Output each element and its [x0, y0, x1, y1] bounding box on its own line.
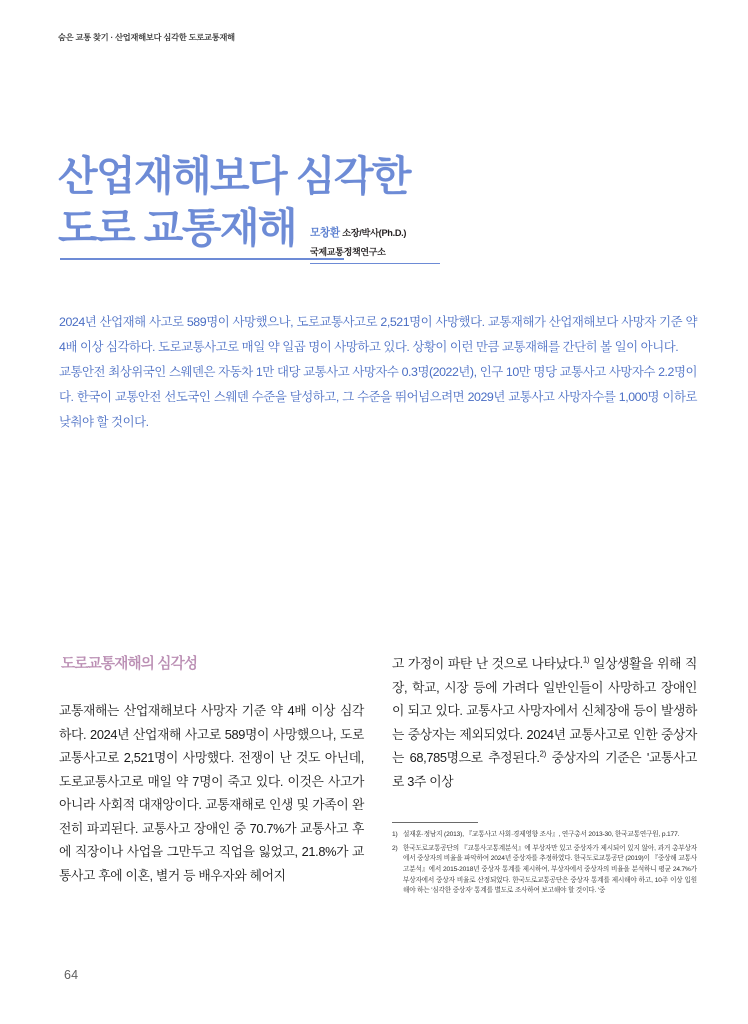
body-right-segment-1: 고 가정이 파탄 난 것으로 나타났다. [392, 656, 583, 671]
author-organization: 국제교통정책연구소 [310, 246, 386, 257]
byline-name-line [310, 226, 450, 242]
author-name: 모창환 [310, 227, 340, 239]
page-number: 64 [64, 968, 79, 982]
byline [310, 226, 450, 264]
column-right [392, 652, 697, 793]
column-left [59, 652, 364, 887]
footnote-number: 2) [392, 844, 398, 852]
footnote-text: 한국도로교통공단의 『교통사고통계분석』에 부상자만 있고 중상자가 제시되어 있지 않아, 과거 총부상자에서 중상자의 비율을 파악하여 2024년 중상자를 추정하였다. 한국도로교통공단 (2019)이 『중상해 교통사고분석』에서 2015-2018년 중상자 통계를 제시하여, 부상자에서 중상자의 비율을 분석하니 평균 24.7%가 부상자에서 중상자 비율로 산정되었다. 한국도로교통공단은 중상자 통계를 제시해야 하고, 10주 이상 입원해야 하는 '심각한 중상자' 통계를 별도로 조사하여 보고해야 할 것이다. '중 [403, 844, 697, 895]
section-heading: 도로교통재해의 심각성 [61, 656, 198, 672]
body-right-segment-3: 중상자의 기준은 '교통사고로 3주 이상 [392, 750, 697, 789]
footnote-divider [392, 822, 478, 823]
title-underline [60, 258, 344, 260]
footnotes-block [392, 822, 697, 900]
author-role: 소장/박사(Ph.D.) [342, 228, 407, 238]
footnote-item [392, 844, 697, 897]
lead-abstract [59, 310, 697, 435]
page-title-line-2: 도로 교통재해 [58, 205, 296, 252]
footnote-number: 1) [392, 831, 398, 838]
running-head: 숨은 교통 찾기 · 산업재해보다 심각한 도로교통재해 [58, 33, 235, 42]
footnote-reference-1[interactable]: 1) [582, 655, 590, 665]
body-paragraph-right [392, 652, 697, 793]
body-right-segment-2: 일상생활을 위해 직장, 학교, 시장 등에 가려다 일반인들이 사망하고 장애인이 되고 있다. 교통사고 사망자에서 신체장애 등이 발생하는 중상자는 제외되었다. 2024년 교통사고로 인한 중상자는 68,785명으로 추정된다. [392, 656, 697, 766]
body-columns [59, 652, 697, 952]
byline-divider [310, 263, 440, 264]
lead-paragraph-1: 2024년 산업재해 사고로 589명이 사망했으나, 도로교통사고로 2,521명이 사망했다. 교통재해가 산업재해보다 사망자 기준 약 4배 이상 심각하다. 도로교통사고로 매일 약 일곱 명이 사망하고 있다. 상황이 이런 만큼 교통재해를 간단히 볼 일이 아니다. [59, 315, 697, 355]
lead-paragraph-2: 교통안전 최상위국인 스웨덴은 자동차 1만 대당 교통사고 사망자수 0.3명(2022년), 인구 10만 명당 교통사고 사망자수 2.2명이다. 한국이 교통안전 선도국인 스웨덴 수준을 달성하고, 그 수준을 뛰어넘으려면 2029년 교통사고 사망자수를 1,000명 이하로 낮춰야 할 것이다. [59, 365, 697, 430]
footnote-reference-2[interactable]: 2) [539, 749, 546, 759]
page-title-line-1: 산업재해보다 심각한 [58, 153, 410, 199]
page-title-line-2-wrap [58, 202, 296, 254]
body-paragraph-left: 교통재해는 산업재해보다 사망자 기준 약 4배 이상 심각하다. 2024년 산업재해 사고로 589명이 사망했으나, 도로교통사고로 2,521명이 사망했다. 전쟁이 난 것도 아닌데, 도로교통사고로 매일 약 7명이 죽고 있다. 이것은 사고가 아니라 사회적 대재앙이다. 교통재해로 인생 및 가족이 완전히 파괴된다. 교통사고 장애인 중 70.7%가 교통사고 후에 직장이나 사업을 그만두고 직업을 잃었고, 21.8%가 교통사고 후에 이혼, 별거 등 배우자와 헤어지 [59, 703, 364, 883]
footnote-text: 설재훈·정남지 (2013), 『교통사고 사회·경제영향 조사』, 연구총서 2013-30, 한국교통연구원, p.177. [403, 831, 680, 838]
footnote-item [392, 830, 697, 841]
